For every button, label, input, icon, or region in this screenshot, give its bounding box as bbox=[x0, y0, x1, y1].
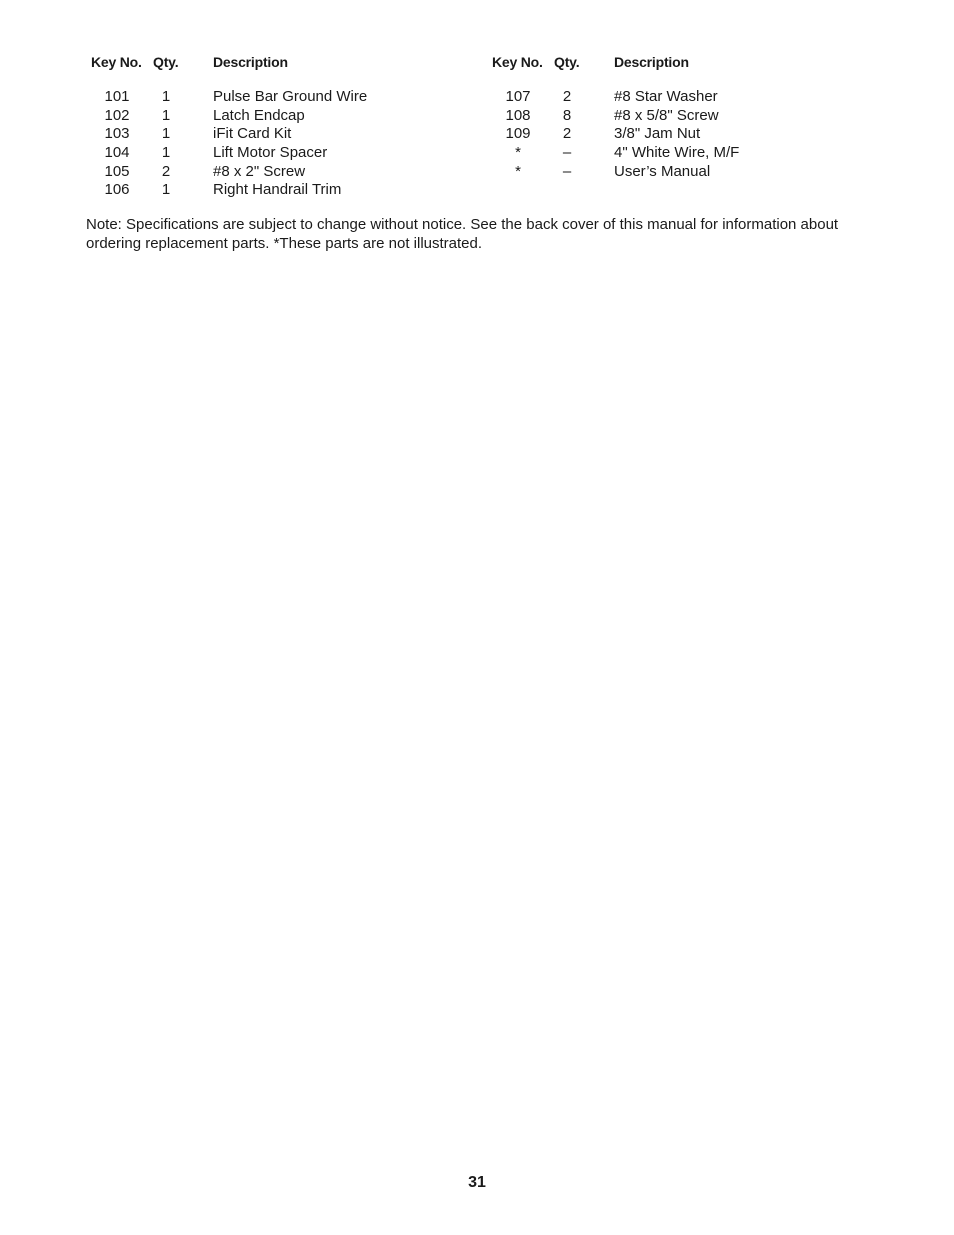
table-row bbox=[86, 181, 416, 200]
key-no-cell: 107 bbox=[505, 88, 531, 105]
qty-header: Qty. bbox=[153, 54, 179, 70]
key-no-cell: 102 bbox=[104, 106, 130, 124]
table-row bbox=[86, 107, 416, 126]
qty-cell: – bbox=[562, 144, 572, 162]
table-row bbox=[487, 107, 817, 126]
key-no-cell: 104 bbox=[104, 144, 130, 162]
key-no-cell: 103 bbox=[104, 125, 130, 143]
table-row bbox=[86, 125, 416, 144]
description-cell: #8 x 5/8" Screw bbox=[614, 106, 719, 124]
parts-list-right bbox=[487, 88, 817, 181]
qty-cell: 2 bbox=[562, 88, 572, 105]
table-row bbox=[86, 88, 416, 107]
key-no-header: Key No. bbox=[492, 54, 543, 70]
key-no-cell: 105 bbox=[104, 162, 130, 180]
qty-header: Qty. bbox=[554, 54, 580, 70]
key-no-cell: 101 bbox=[104, 88, 130, 105]
key-no-cell: 108 bbox=[505, 106, 531, 124]
table-row bbox=[487, 125, 817, 144]
description-cell: #8 Star Washer bbox=[614, 88, 718, 105]
qty-cell: 2 bbox=[161, 162, 171, 180]
key-no-header: Key No. bbox=[91, 54, 142, 70]
description-cell: 3/8" Jam Nut bbox=[614, 125, 701, 143]
qty-cell: 2 bbox=[562, 125, 572, 143]
description-cell: Right Handrail Trim bbox=[213, 181, 342, 199]
table-row bbox=[86, 144, 416, 163]
description-cell: 4" White Wire, M/F bbox=[614, 144, 740, 162]
qty-cell: 1 bbox=[161, 144, 171, 162]
table-row bbox=[487, 144, 817, 163]
table-row bbox=[487, 88, 817, 107]
qty-cell: 1 bbox=[161, 106, 171, 124]
parts-list-left bbox=[86, 88, 416, 200]
qty-cell: 1 bbox=[161, 88, 171, 105]
key-no-cell: * bbox=[515, 144, 521, 162]
description-cell: Latch Endcap bbox=[213, 106, 305, 124]
description-cell: User’s Manual bbox=[614, 162, 711, 180]
key-no-cell: 109 bbox=[505, 125, 531, 143]
table-row bbox=[86, 163, 416, 182]
qty-cell: – bbox=[562, 162, 572, 180]
qty-cell: 1 bbox=[161, 125, 171, 143]
description-cell: iFit Card Kit bbox=[213, 125, 292, 143]
description-cell: Pulse Bar Ground Wire bbox=[213, 88, 368, 105]
description-header: Description bbox=[213, 54, 288, 70]
qty-cell: 8 bbox=[562, 106, 572, 124]
key-no-cell: 106 bbox=[104, 181, 130, 199]
table-row bbox=[487, 163, 817, 182]
description-cell: #8 x 2" Screw bbox=[213, 162, 306, 180]
key-no-cell: * bbox=[515, 162, 521, 180]
description-cell: Lift Motor Spacer bbox=[213, 144, 328, 162]
qty-cell: 1 bbox=[161, 181, 171, 199]
specifications-note: Note: Specifications are subject to change without notice. See the back cover of this manual for information about ordering replacement parts. *These parts are not illustrated. bbox=[86, 216, 839, 252]
page-number: 31 bbox=[468, 1174, 486, 1191]
description-header: Description bbox=[614, 54, 689, 70]
